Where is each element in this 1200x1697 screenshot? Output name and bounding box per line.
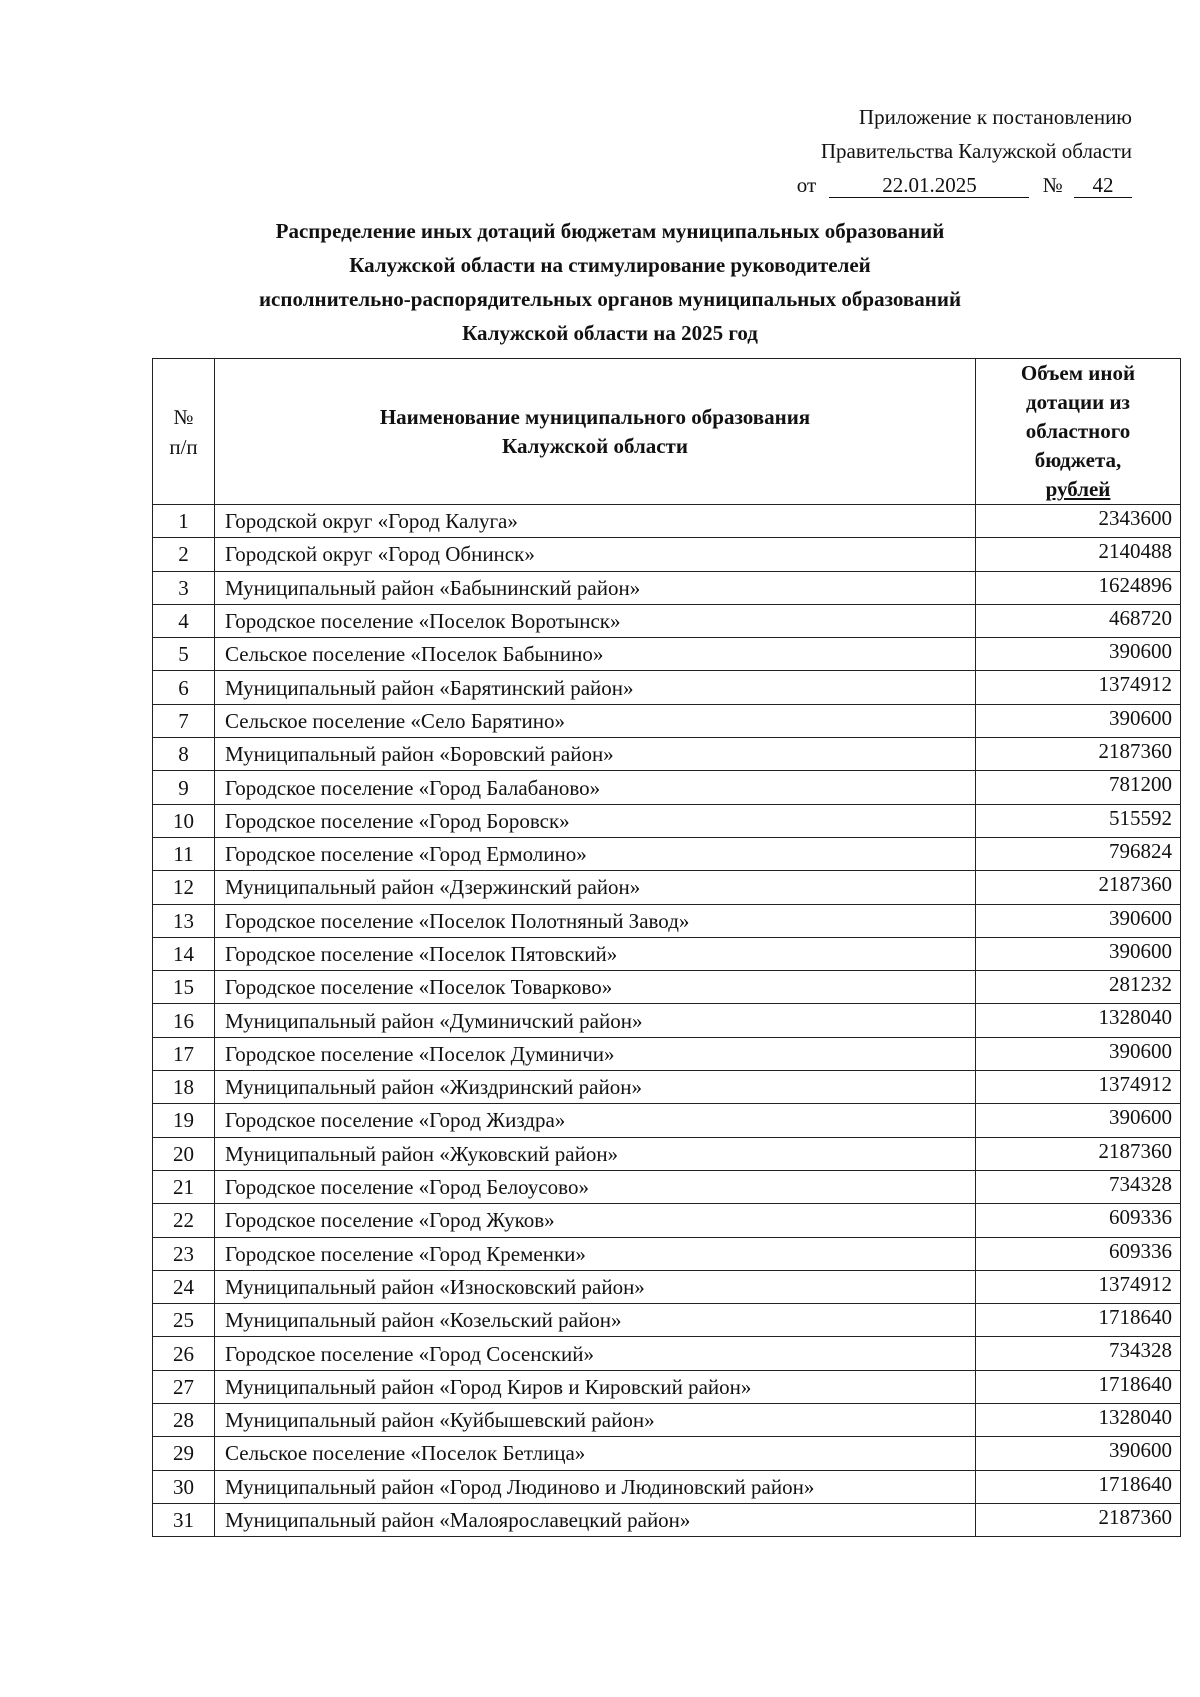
municipality-name: Городское поселение «Поселок Воротынск» bbox=[215, 604, 976, 637]
subsidy-amount: 468720 bbox=[976, 604, 1181, 637]
table-row bbox=[153, 837, 1181, 870]
table-row bbox=[153, 571, 1181, 604]
subsidy-amount: 2187360 bbox=[976, 871, 1181, 904]
subsidy-amount: 390600 bbox=[976, 937, 1181, 970]
row-number: 4 bbox=[153, 604, 215, 637]
row-number: 9 bbox=[153, 771, 215, 804]
municipality-name: Городское поселение «Город Сосенский» bbox=[215, 1337, 976, 1370]
subsidy-amount: 1374912 bbox=[976, 1270, 1181, 1303]
row-number: 16 bbox=[153, 1004, 215, 1037]
document-title bbox=[170, 214, 1050, 350]
table-row bbox=[153, 971, 1181, 1004]
decree-date-line bbox=[712, 168, 1132, 202]
municipality-name: Городское поселение «Город Белоусово» bbox=[215, 1170, 976, 1203]
table-row bbox=[153, 1404, 1181, 1437]
subsidy-amount: 1718640 bbox=[976, 1470, 1181, 1503]
header-amount-line-5: рублей bbox=[1045, 477, 1111, 501]
header-amount-line-1: Объем иной bbox=[1020, 361, 1136, 385]
subsidy-amount: 1718640 bbox=[976, 1304, 1181, 1337]
table-body bbox=[153, 505, 1181, 1537]
municipality-name: Муниципальный район «Барятинский район» bbox=[215, 671, 976, 704]
column-header-name bbox=[215, 359, 976, 505]
row-number: 12 bbox=[153, 871, 215, 904]
table-row bbox=[153, 1004, 1181, 1037]
row-number: 25 bbox=[153, 1304, 215, 1337]
subsidy-amount: 390600 bbox=[976, 704, 1181, 737]
row-number: 23 bbox=[153, 1237, 215, 1270]
row-number: 8 bbox=[153, 738, 215, 771]
table-row bbox=[153, 1037, 1181, 1070]
municipality-name: Муниципальный район «Город Киров и Кировский район» bbox=[215, 1370, 976, 1403]
row-number: 2 bbox=[153, 538, 215, 571]
municipality-name: Муниципальный район «Бабынинский район» bbox=[215, 571, 976, 604]
subsidy-amount: 1718640 bbox=[976, 1370, 1181, 1403]
municipality-name: Городское поселение «Поселок Пятовский» bbox=[215, 937, 976, 970]
subsidy-amount: 390600 bbox=[976, 904, 1181, 937]
municipality-name: Муниципальный район «Износковский район» bbox=[215, 1270, 976, 1303]
subsidy-amount: 515592 bbox=[976, 804, 1181, 837]
row-number: 18 bbox=[153, 1071, 215, 1104]
subsidy-amount: 390600 bbox=[976, 1437, 1181, 1470]
table-row bbox=[153, 1337, 1181, 1370]
municipality-name: Городское поселение «Город Жуков» bbox=[215, 1204, 976, 1237]
title-line-2: Калужской области на стимулирование руководителей bbox=[349, 253, 871, 277]
header-name-line-1: Наименование муниципального образования bbox=[379, 404, 811, 429]
subsidy-amount: 390600 bbox=[976, 1104, 1181, 1137]
table-row bbox=[153, 1170, 1181, 1203]
row-number: 21 bbox=[153, 1170, 215, 1203]
subsidy-amount: 609336 bbox=[976, 1204, 1181, 1237]
header-amount-line-3: областного bbox=[1025, 419, 1131, 443]
municipality-name: Сельское поселение «Село Барятино» bbox=[215, 704, 976, 737]
table-row bbox=[153, 904, 1181, 937]
municipality-name: Сельское поселение «Поселок Бетлица» bbox=[215, 1437, 976, 1470]
table-row bbox=[153, 771, 1181, 804]
subsidy-amount: 390600 bbox=[976, 1037, 1181, 1070]
row-number: 27 bbox=[153, 1370, 215, 1403]
decree-number: 42 bbox=[1074, 173, 1132, 198]
header-name-line-2: Калужской области bbox=[502, 433, 688, 458]
table-row bbox=[153, 1237, 1181, 1270]
subsidy-amount: 390600 bbox=[976, 638, 1181, 671]
municipality-name: Муниципальный район «Жуковский район» bbox=[215, 1137, 976, 1170]
title-line-1: Распределение иных дотаций бюджетам муниципальных образований bbox=[275, 219, 945, 243]
subsidy-amount: 281232 bbox=[976, 971, 1181, 1004]
municipality-name: Городской округ «Город Калуга» bbox=[215, 505, 976, 538]
row-number: 10 bbox=[153, 804, 215, 837]
row-number: 13 bbox=[153, 904, 215, 937]
table-row bbox=[153, 1304, 1181, 1337]
row-number: 30 bbox=[153, 1470, 215, 1503]
row-number: 24 bbox=[153, 1270, 215, 1303]
row-number: 19 bbox=[153, 1104, 215, 1137]
subsidy-amount: 2140488 bbox=[976, 538, 1181, 571]
subsidy-amount: 1328040 bbox=[976, 1004, 1181, 1037]
appendix-line-2: Правительства Калужской области bbox=[820, 139, 1132, 163]
municipality-name: Городское поселение «Город Боровск» bbox=[215, 804, 976, 837]
table-row bbox=[153, 1437, 1181, 1470]
column-header-amount bbox=[976, 359, 1181, 505]
row-number: 28 bbox=[153, 1404, 215, 1437]
table-row bbox=[153, 704, 1181, 737]
municipality-name: Муниципальный район «Дзержинский район» bbox=[215, 871, 976, 904]
row-number: 15 bbox=[153, 971, 215, 1004]
title-line-4: Калужской области на 2025 год bbox=[462, 321, 758, 345]
municipality-name: Муниципальный район «Куйбышевский район» bbox=[215, 1404, 976, 1437]
subsidy-amount: 609336 bbox=[976, 1237, 1181, 1270]
subsidy-amount: 796824 bbox=[976, 837, 1181, 870]
table-row bbox=[153, 871, 1181, 904]
subsidy-amount: 1328040 bbox=[976, 1404, 1181, 1437]
subsidy-table bbox=[152, 358, 1181, 1537]
row-number: 11 bbox=[153, 837, 215, 870]
table-row bbox=[153, 1370, 1181, 1403]
municipality-name: Муниципальный район «Боровский район» bbox=[215, 738, 976, 771]
table-row bbox=[153, 1204, 1181, 1237]
table-row bbox=[153, 671, 1181, 704]
table-row bbox=[153, 638, 1181, 671]
row-number: 7 bbox=[153, 704, 215, 737]
date-prefix: от bbox=[796, 173, 817, 197]
municipality-name: Городское поселение «Поселок Думиничи» bbox=[215, 1037, 976, 1070]
table-row bbox=[153, 538, 1181, 571]
subsidy-amount: 2187360 bbox=[976, 1503, 1181, 1536]
row-number: 22 bbox=[153, 1204, 215, 1237]
header-num-line-1: № bbox=[173, 404, 194, 429]
table-row bbox=[153, 937, 1181, 970]
table-row bbox=[153, 505, 1181, 538]
row-number: 5 bbox=[153, 638, 215, 671]
municipality-name: Муниципальный район «Жиздринский район» bbox=[215, 1071, 976, 1104]
appendix-line-1: Приложение к постановлению bbox=[858, 105, 1132, 129]
subsidy-amount: 2187360 bbox=[976, 738, 1181, 771]
appendix-block bbox=[712, 100, 1132, 202]
table-row bbox=[153, 804, 1181, 837]
table-row bbox=[153, 1137, 1181, 1170]
header-amount-line-4: бюджета, bbox=[1034, 448, 1122, 472]
title-line-3: исполнительно-распорядительных органов муниципальных образований bbox=[258, 287, 962, 311]
row-number: 1 bbox=[153, 505, 215, 538]
subsidy-amount: 734328 bbox=[976, 1337, 1181, 1370]
subsidy-amount: 734328 bbox=[976, 1170, 1181, 1203]
table-row bbox=[153, 1071, 1181, 1104]
row-number: 17 bbox=[153, 1037, 215, 1070]
municipality-name: Муниципальный район «Козельский район» bbox=[215, 1304, 976, 1337]
row-number: 6 bbox=[153, 671, 215, 704]
subsidy-amount: 1624896 bbox=[976, 571, 1181, 604]
row-number: 20 bbox=[153, 1137, 215, 1170]
municipality-name: Городское поселение «Поселок Товарково» bbox=[215, 971, 976, 1004]
municipality-name: Сельское поселение «Поселок Бабынино» bbox=[215, 638, 976, 671]
row-number: 14 bbox=[153, 937, 215, 970]
subsidy-amount: 781200 bbox=[976, 771, 1181, 804]
number-prefix: № bbox=[1042, 173, 1063, 197]
table-row bbox=[153, 1104, 1181, 1137]
table-row bbox=[153, 1270, 1181, 1303]
municipality-name: Муниципальный район «Думиничский район» bbox=[215, 1004, 976, 1037]
table-row bbox=[153, 738, 1181, 771]
municipality-name: Муниципальный район «Город Людиново и Людиновский район» bbox=[215, 1470, 976, 1503]
row-number: 26 bbox=[153, 1337, 215, 1370]
table-row bbox=[153, 604, 1181, 637]
table-row bbox=[153, 1470, 1181, 1503]
table-row bbox=[153, 1503, 1181, 1536]
header-amount-line-2: дотации из bbox=[1025, 390, 1130, 414]
subsidy-amount: 2187360 bbox=[976, 1137, 1181, 1170]
header-num-line-2: п/п bbox=[169, 434, 198, 459]
row-number: 29 bbox=[153, 1437, 215, 1470]
subsidy-amount: 2343600 bbox=[976, 505, 1181, 538]
table-header-row bbox=[153, 359, 1181, 505]
municipality-name: Городское поселение «Город Ермолино» bbox=[215, 837, 976, 870]
municipality-name: Городской округ «Город Обнинск» bbox=[215, 538, 976, 571]
municipality-name: Городское поселение «Город Кременки» bbox=[215, 1237, 976, 1270]
decree-date: 22.01.2025 bbox=[829, 173, 1029, 198]
column-header-number bbox=[153, 359, 215, 505]
row-number: 3 bbox=[153, 571, 215, 604]
municipality-name: Городское поселение «Город Балабаново» bbox=[215, 771, 976, 804]
row-number: 31 bbox=[153, 1503, 215, 1536]
municipality-name: Городское поселение «Поселок Полотняный Завод» bbox=[215, 904, 976, 937]
municipality-name: Городское поселение «Город Жиздра» bbox=[215, 1104, 976, 1137]
subsidy-amount: 1374912 bbox=[976, 1071, 1181, 1104]
subsidy-amount: 1374912 bbox=[976, 671, 1181, 704]
municipality-name: Муниципальный район «Малоярославецкий район» bbox=[215, 1503, 976, 1536]
